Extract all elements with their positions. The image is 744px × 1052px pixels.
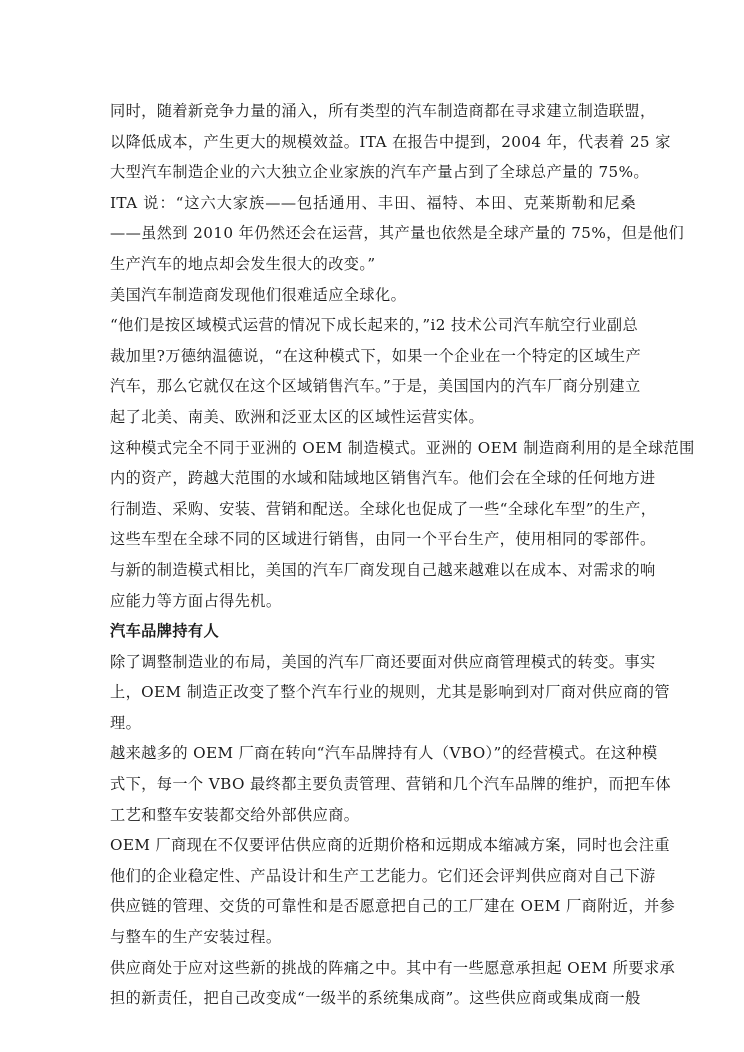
paragraph [110,310,642,432]
text-line: 应能力等方面占得先机。 [110,591,282,610]
document-page [110,96,695,1014]
text-line: 美国汽车制造商发现他们很难适应全球化。 [110,285,407,304]
section-heading-text: 汽车品牌持有人 [110,622,220,641]
paragraph [110,953,676,1014]
text-line: 供应商处于应对这些新的挑战的阵痛之中。其中有一些愿意承担起 OEM 所要求承 [110,958,676,977]
text-line: 行制造、采购、安装、营销和配送。全球化也促成了一些“全球化车型”的生产， [110,499,657,518]
text-line: 供应链的管理、交货的可靠性和是否愿意把自己的工厂建在 OEM 厂商附近，并参 [110,897,676,916]
paragraph [110,830,676,952]
text-line: OEM 厂商现在不仅要评估供应商的近期价格和远期成本缩减方案，同时也会注重 [110,836,670,855]
text-line: 汽车，那么它就仅在这个区域销售汽车。”于是，美国国内的汽车厂商分别建立 [110,377,641,396]
text-line: 除了调整制造业的布局，美国的汽车厂商还要面对供应商管理模式的转变。事实 [110,652,656,671]
text-line: 上，OEM 制造正改变了整个汽车行业的规则，尤其是影响到对厂商对供应商的管 [110,683,670,702]
text-line: 他们的企业稳定性、产品设计和生产工艺能力。它们还会评判供应商对自己下游 [110,866,656,885]
text-line: 生产汽车的地点却会发生很大的改变。” [110,254,376,273]
text-line: 大型汽车制造企业的六大独立企业家族的汽车产量占到了全球总产量的 75%。 [110,163,649,182]
text-line: ITA 说：“这六大家族——包括通用、丰田、福特、本田、克莱斯勒和尼桑 [110,193,636,212]
text-line: 与整车的生产安装过程。 [110,928,282,947]
paragraph [110,647,670,739]
paragraph [110,433,695,617]
text-line: 裁加里?万德纳温德说，“在这种模式下，如果一个企业在一个特定的区域生产 [110,346,642,365]
section-heading [110,616,636,647]
text-line: 与新的制造模式相比，美国的汽车厂商发现自己越来越难以在成本、对需求的响 [110,560,656,579]
text-line: 式下，每一个 VBO 最终都主要负责管理、营销和几个汽车品牌的维护，而把车体 [110,775,671,794]
paragraph [110,280,636,311]
text-line: 以降低成本，产生更大的规模效益。ITA 在报告中提到，2004 年，代表着 25 家 [110,132,671,151]
text-line: 内的资产，跨越大范围的水域和陆域地区销售汽车。他们会在全球的任何地方进 [110,469,656,488]
text-line: 起了北美、南美、欧洲和泛亚太区的区域性运营实体。 [110,407,485,426]
text-line: 这种模式完全不同于亚洲的 OEM 制造模式。亚洲的 OEM 制造商利用的是全球范围 [110,438,695,457]
text-line: 理。 [110,713,142,732]
text-line: 担的新责任，把自己改变成“一级半的系统集成商”。这些供应商或集成商一般 [110,989,641,1008]
text-line: “他们是按区域模式运营的情况下成长起来的，”i2 技术公司汽车航空行业副总 [110,316,639,335]
text-line: 同时，随着新竞争力量的涌入，所有类型的汽车制造商都在寻求建立制造联盟， [110,102,656,120]
paragraph [110,188,685,280]
text-line: 这些车型在全球不同的区域进行销售，由同一个平台生产，使用相同的零部件。 [110,530,656,549]
paragraph [110,96,671,188]
text-line: 工艺和整车安装都交给外部供应商。 [110,805,360,824]
text-line: ——虽然到 2010 年仍然还会在运营，其产量也依然是全球产量的 75%，但是他们 [110,224,685,243]
text-line: 越来越多的 OEM 厂商在转向“汽车品牌持有人（VBO）”的经营模式。在这种模 [110,744,658,763]
paragraph [110,738,671,830]
